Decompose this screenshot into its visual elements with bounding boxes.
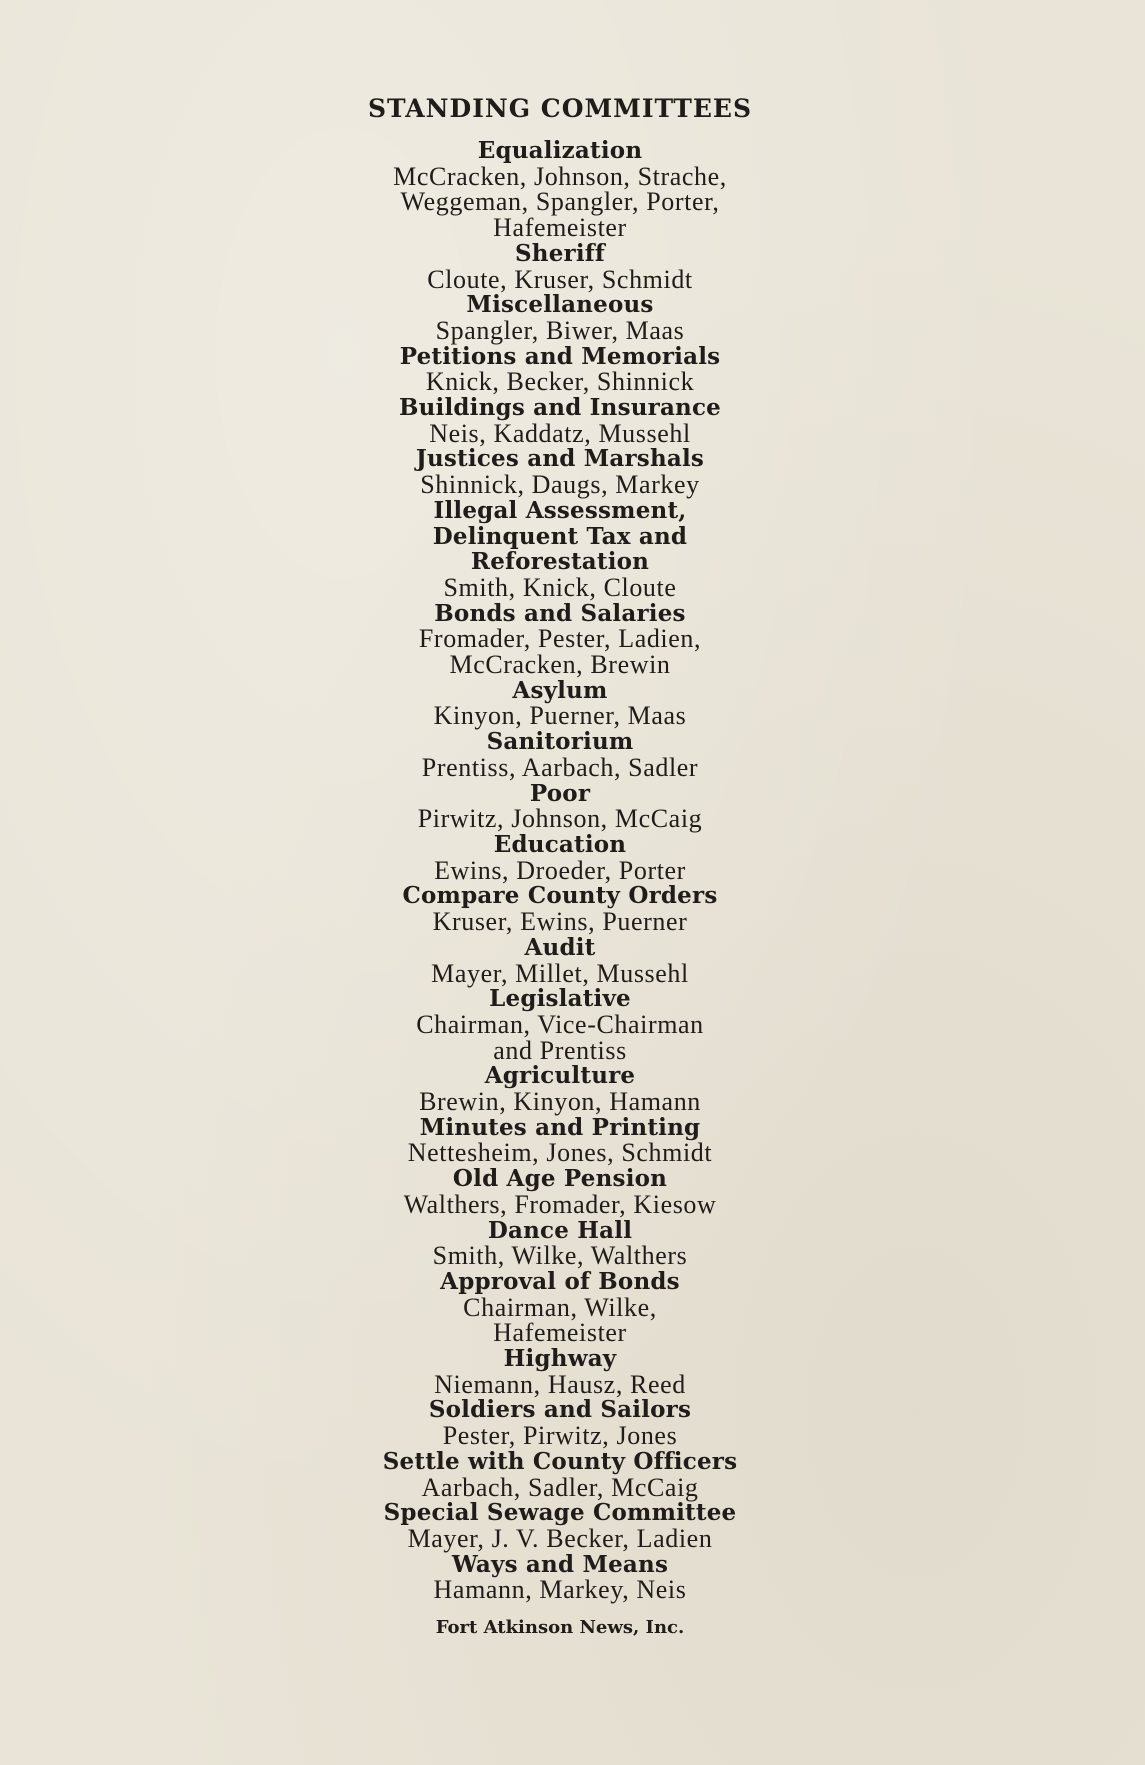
committee-members: Spangler, Biwer, Maas [435, 315, 685, 345]
committee-block [0, 445, 1120, 500]
committee-members: Pirwitz, Johnson, McCaig [417, 804, 703, 834]
committee-block [0, 882, 1120, 937]
committee-members: Fromader, Pester, Ladien, [418, 624, 702, 654]
committee-list [0, 138, 1120, 1603]
committee-block [0, 832, 1120, 883]
committee-members: Cloute, Kruser, Schmidt [427, 264, 693, 294]
committee-name: Approval of Bonds [440, 1267, 680, 1295]
committee-members: McCracken, Brewin [449, 650, 671, 680]
committee-block [0, 781, 1120, 832]
committee-members: Ewins, Droeder, Porter [434, 855, 686, 885]
committee-name: Sanitorium [486, 728, 634, 756]
committee-name: Highway [503, 1345, 617, 1373]
committee-members: Smith, Wilke, Walthers [432, 1241, 688, 1271]
committee-members: Hafemeister [493, 1318, 627, 1348]
committee-members: Smith, Knick, Cloute [443, 572, 677, 602]
committee-name: Settle with County Officers [382, 1447, 738, 1475]
committee-members: and Prentiss [493, 1035, 627, 1065]
committee-name: Education [493, 830, 627, 858]
committee-members: Niemann, Hausz, Reed [434, 1369, 686, 1399]
committee-name: Reforestation [470, 548, 650, 576]
committee-name: Petitions and Memorials [399, 342, 721, 370]
committee-block [0, 1346, 1120, 1397]
committee-members: Brewin, Kinyon, Hamann [419, 1087, 701, 1117]
committee-members: Prentiss, Aarbach, Sadler [421, 752, 699, 782]
committee-members: Nettesheim, Jones, Schmidt [407, 1138, 713, 1168]
committee-block [0, 1115, 1120, 1166]
committee-members: Shinnick, Daugs, Markey [420, 470, 700, 500]
committee-block [0, 1449, 1120, 1500]
committee-name: Illegal Assessment, [433, 496, 687, 524]
committee-members: McCracken, Johnson, Strache, [393, 161, 727, 191]
committee-members: Chairman, Wilke, [463, 1292, 657, 1322]
committee-members: Kinyon, Puerner, Maas [433, 701, 687, 731]
committee-members: Neis, Kaddatz, Mussehl [429, 418, 691, 448]
document-content [0, 94, 1120, 1639]
committee-members: Hafemeister [493, 213, 627, 243]
committee-members: Mayer, J. V. Becker, Ladien [407, 1523, 713, 1553]
printer-credit: Fort Atkinson News, Inc. [435, 1617, 685, 1639]
committee-block [0, 1218, 1120, 1269]
committee-name: Poor [529, 779, 591, 807]
committee-block [0, 292, 1120, 343]
committee-name: Miscellaneous [466, 291, 654, 319]
committee-members: Mayer, Millet, Mussehl [431, 958, 689, 988]
committee-name: Special Sewage Committee [383, 1499, 737, 1527]
committee-block [0, 1552, 1120, 1603]
committee-name: Asylum [512, 676, 608, 704]
committee-name: Compare County Orders [402, 882, 718, 910]
committee-block [0, 1269, 1120, 1346]
committee-block [0, 138, 1120, 241]
committee-name: Audit [524, 933, 596, 961]
committee-name: Agriculture [484, 1062, 636, 1090]
committee-name: Minutes and Printing [419, 1113, 701, 1141]
committee-name: Dance Hall [487, 1216, 633, 1244]
committee-members: Aarbach, Sadler, McCaig [421, 1472, 699, 1502]
committee-block [0, 344, 1120, 395]
committee-name: Equalization [477, 137, 643, 164]
committee-members: Chairman, Vice-Chairman [416, 1009, 704, 1039]
committee-members: Kruser, Ewins, Puerner [432, 907, 688, 937]
committee-block [0, 241, 1120, 292]
committee-block [0, 498, 1120, 601]
committee-members: Weggeman, Spangler, Porter, [400, 187, 720, 217]
committee-name: Ways and Means [451, 1550, 669, 1578]
committee-block [0, 1396, 1120, 1451]
committee-name: Buildings and Insurance [398, 394, 722, 422]
committee-members: Pester, Pirwitz, Jones [442, 1421, 678, 1451]
committee-name: Bonds and Salaries [434, 599, 686, 627]
document-title: STANDING COMMITTEES [367, 94, 752, 123]
committee-name: Soldiers and Sailors [428, 1396, 692, 1424]
committee-block [0, 1062, 1120, 1117]
committee-members: Walthers, Fromader, Kiesow [403, 1189, 717, 1219]
committee-name: Sheriff [514, 239, 605, 267]
committee-block [0, 1166, 1120, 1217]
committee-block [0, 601, 1120, 678]
committee-block [0, 1500, 1120, 1551]
committee-block [0, 395, 1120, 446]
committee-name: Delinquent Tax and [432, 522, 688, 550]
committee-block [0, 678, 1120, 729]
committee-block [0, 729, 1120, 780]
committee-members: Hamann, Markey, Neis [433, 1575, 687, 1605]
committee-name: Old Age Pension [452, 1165, 668, 1193]
committee-block [0, 935, 1120, 986]
committee-members: Knick, Becker, Shinnick [425, 367, 695, 397]
committee-name: Justices and Marshals [415, 445, 705, 473]
committee-name: Legislative [489, 985, 631, 1013]
committee-block [0, 986, 1120, 1063]
